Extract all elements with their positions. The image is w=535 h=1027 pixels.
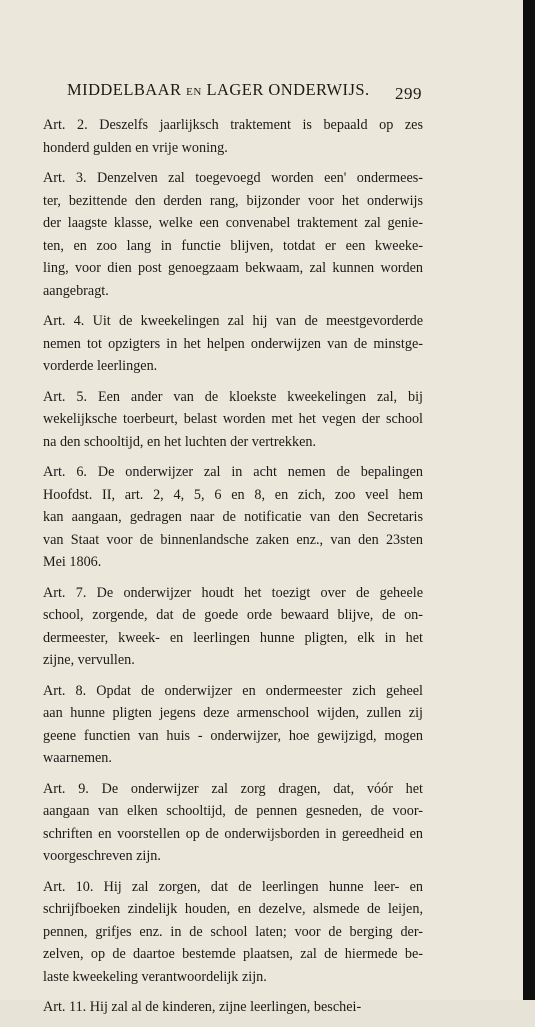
- text-line: pennen, grifjes enz. in de school laten; voor de berging der-: [43, 923, 423, 940]
- text-line: zijne, vervullen.: [43, 652, 135, 668]
- page-number: 299: [395, 84, 422, 103]
- text-line: Art. 11. Hij zal al de kinderen, zijne leerlingen, beschei-: [43, 999, 362, 1015]
- running-head-part-1: MIDDELBAAR: [67, 80, 182, 99]
- running-head: [67, 80, 370, 100]
- text-line: schriften en voorstellen op de onderwijsborden in gereedheid en: [43, 825, 423, 842]
- paragraph-article: [43, 310, 423, 378]
- text-line: wekelijksche toerbeurt, belast worden met het vegen der school: [43, 411, 423, 427]
- text-line: ten, en zoo lang in functie blijven, totdat er een kweeke-: [43, 237, 423, 254]
- paragraph-article: [43, 996, 423, 1019]
- paragraph-article: [43, 582, 423, 672]
- text-line: Art. 2. Deszelfs jaarlijksch traktement is bepaald op zes: [43, 117, 423, 133]
- text-line: van Staat voor de binnenlandsche zaken enz., van den 23sten: [43, 531, 423, 548]
- text-line: schrijfboeken zindelijk houden, en dezelve, alsmede de leijen,: [43, 901, 423, 917]
- paragraph-article: [43, 680, 423, 770]
- text-line: Art. 6. De onderwijzer zal in acht nemen de bepalingen: [43, 464, 423, 480]
- text-line: Art. 9. De onderwijzer zal zorg dragen, dat, vóór het: [43, 780, 423, 797]
- text-line: dermeester, kweek- en leerlingen hunne pligten, elk in het: [43, 629, 423, 646]
- running-head-part-2: LAGER ONDERWIJS.: [206, 80, 370, 99]
- text-line: der laagste klasse, welke een convenabel traktement zal genie-: [43, 215, 423, 231]
- text-line: honderd gulden en vrije woning.: [43, 139, 228, 156]
- text-line: waarnemen.: [43, 750, 112, 766]
- text-line: aan hunne pligten jegens deze armenschool wijden, zullen zij: [43, 705, 423, 721]
- text-line: laste kweekeling verantwoordelijk zijn.: [43, 968, 267, 985]
- text-line: Art. 10. Hij zal zorgen, dat de leerlingen hunne leer- en: [43, 878, 423, 895]
- text-line: zelven, op de daartoe bestemde plaatsen, zal de hiermede be-: [43, 946, 423, 962]
- text-line: Art. 7. De onderwijzer houdt het toezigt over de geheele: [43, 584, 423, 601]
- body-text: [43, 114, 423, 1027]
- text-line: nemen tot opzigters in het helpen onderwijzen van de minstge-: [43, 335, 423, 352]
- running-head-small-caps: EN: [186, 86, 202, 98]
- text-line: Art. 3. Denzelven zal toegevoegd worden een' ondermees-: [43, 170, 423, 186]
- text-line: Hoofdst. II, art. 2, 4, 5, 6 en 8, en zich, zoo veel hem: [43, 486, 423, 503]
- text-line: aangebragt.: [43, 282, 109, 299]
- paragraph-article: [43, 778, 423, 868]
- text-line: ter, bezittende den derden rang, bijzonder voor het onderwijs: [43, 192, 423, 209]
- text-line: Art. 4. Uit de kweekelingen zal hij van de meestgevorderde: [43, 313, 423, 329]
- text-line: Mei 1806.: [43, 554, 102, 570]
- paragraph-article: [43, 876, 423, 989]
- text-line: aangaan van elken schooltijd, de pennen gesneden, de voor-: [43, 803, 423, 819]
- text-line: geene functien van huis - onderwijzer, hoe gewijzigd, mogen: [43, 727, 423, 744]
- text-line: kan aangaan, gedragen naar de notificatie van den Secretaris: [43, 509, 423, 525]
- book-spine-edge: [523, 0, 535, 1000]
- paragraph-article: [43, 461, 423, 574]
- page-header: [67, 80, 427, 104]
- paragraph-article: [43, 386, 423, 454]
- paragraph-article: [43, 167, 423, 302]
- text-line: voorgeschreven zijn.: [43, 848, 161, 864]
- text-line: ling, voor dien post genoegzaam bekwaam, zal kunnen worden: [43, 260, 423, 276]
- text-line: Art. 8. Opdat de onderwijzer en ondermeester zich geheel: [43, 682, 423, 699]
- paragraph-article: [43, 114, 423, 159]
- text-line: Art. 5. Een ander van de kloekste kweekelingen zal, bij: [43, 388, 423, 405]
- text-line: school, zorgende, dat de goede orde bewaard blijve, de on-: [43, 607, 423, 623]
- text-line: vorderde leerlingen.: [43, 358, 158, 374]
- text-line: na den schooltijd, en het luchten der vertrekken.: [43, 433, 317, 450]
